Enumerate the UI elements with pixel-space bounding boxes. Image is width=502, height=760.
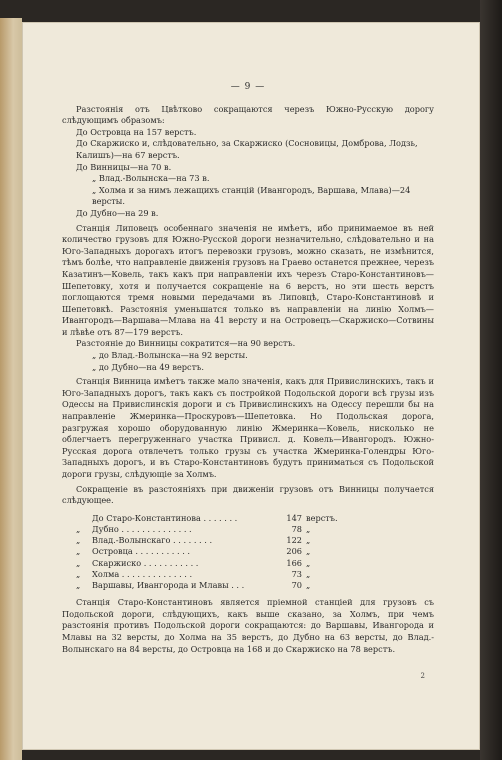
paragraph-5: Станція Старо-Константиновъ является пріемной станціей для грузовъ съ Подольской дороги, слѣдующихъ, какъ выше сказано, за Холмъ, при чемъ разстоянія противъ Подольской дороги сокращаются: до Варшавы, Ивангорода и Млавы на 32 версты, до Холма на 35 верстъ, до Дубно на 63 версты, до Влад.-Волынскаго на 84 версты, до Островца на 168 и до Скаржиско на 78 верстъ. (62, 597, 434, 654)
page-number: — 9 — (230, 82, 266, 92)
distance-line: До Скаржиско и, слѣдовательно, за Скаржиско (Сосновицы, Домброва, Лодзь, Калишъ)—на 67 верстъ. (76, 138, 418, 160)
page-sheet (22, 22, 480, 750)
distance-line: „ до Влад.-Волынска—на 92 версты. (92, 350, 248, 361)
table-row: „ Влад.-Волынскаго . . . . . . . . 122 „ (76, 535, 311, 546)
distance-line: „ Холма и за нимъ лежащихъ станцій (Ивангородъ, Варшава, Млава)—24 версты. (92, 184, 411, 207)
table-row: До Старо-Константинова . . . . . . . 147 верстъ. (92, 512, 338, 523)
distance-table (74, 513, 348, 591)
previous-page-edge (0, 18, 22, 760)
paragraph-2: Станція Липовецъ особеннаго значенія не имѣетъ, ибо принимаемое въ ней количество грузовъ для Южно-Русской дороги незначительно, слѣдовательно и на Юго-Западныхъ дорогахъ итогъ перевозки грузовъ, можно сказать, не измѣнится, тѣмъ болѣе, что направленіе движенія грузовъ на Граево останется прежнее, черезъ Казатинъ—Ковель, такъ какъ при направленіи ихъ черезъ Старо-Константиновъ—Шепетовку, хотя и получается сокращеніе на 6 верстъ, но эти шесть верстъ поглощаются тремя новыми передачами въ Липовцѣ, Старо-Константиновѣ и Шепетовкѣ. Разстоянія уменьшатся только въ направленіи на линію Холмъ—Ивангородъ—Варшава—Млава на 41 версту и на Островецъ—Скаржиско—Сотвины и лѣвѣе отъ 87—179 верстъ. (62, 222, 434, 337)
table-row: „ Дубно . . . . . . . . . . . . . . 78 „ (76, 523, 311, 534)
signature-mark: 2 (420, 672, 425, 680)
distance-line: Разстояніе до Винницы сократится—на 90 верстъ. (76, 338, 296, 349)
distance-line: „ Влад.-Волынска—на 73 в. (92, 173, 210, 184)
page-text (62, 82, 434, 655)
paragraph-4: Сокращеніе въ разстояніяхъ при движеніи грузовъ отъ Винницы получается слѣдующее. (62, 483, 434, 506)
distance-line: „ до Дубно—на 49 верстъ. (92, 361, 204, 372)
distance-line: До Винницы—на 70 в. (76, 161, 172, 172)
table-row: „ Скаржиско . . . . . . . . . . . 166 „ (76, 557, 311, 568)
table-row: „ Варшавы, Ивангорода и Млавы . . . 70 „ (76, 580, 311, 590)
paragraph-1: Разстоянія отъ Цвѣтково сокращаются черезъ Южно-Русскую дорогу слѣдующимъ образомъ: (62, 103, 434, 126)
distance-line: До Дубно—на 29 в. (76, 207, 159, 218)
book-binding-edge (480, 0, 502, 760)
distance-line: До Островца на 157 верстъ. (76, 126, 197, 137)
paragraph-3: Станція Винница имѣетъ также мало значенія, какъ для Привислинскихъ, такъ и Юго-Западныхъ дорогъ, такъ какъ съ постройкой Подольской дороги всѣ грузы изъ Одессы на Привислинскія дороги и съ Привислинскихъ на Одессу перешли бы на направленіе Жмеринка—Проскуровъ—Шепетовка. Но Подольская дорога, разгружая хорошо оборудованную линію Жмеринка—Ковель, нисколько не облегчаетъ перегруженнаго участка Привисл. д. Ковель—Ивангородъ. Южно-Русская дорога отвлечетъ только грузы съ участка Жмеринка-Голендры Юго-Западныхъ дорогъ, и въ Старо-Константиновъ будутъ приниматься съ Подольской дороги грузы, слѣдующіе за Холмъ. (62, 376, 434, 479)
table-row: „ Островца . . . . . . . . . . . 206 „ (76, 546, 311, 557)
table-row: „ Холма . . . . . . . . . . . . . . 73 „ (76, 568, 311, 579)
